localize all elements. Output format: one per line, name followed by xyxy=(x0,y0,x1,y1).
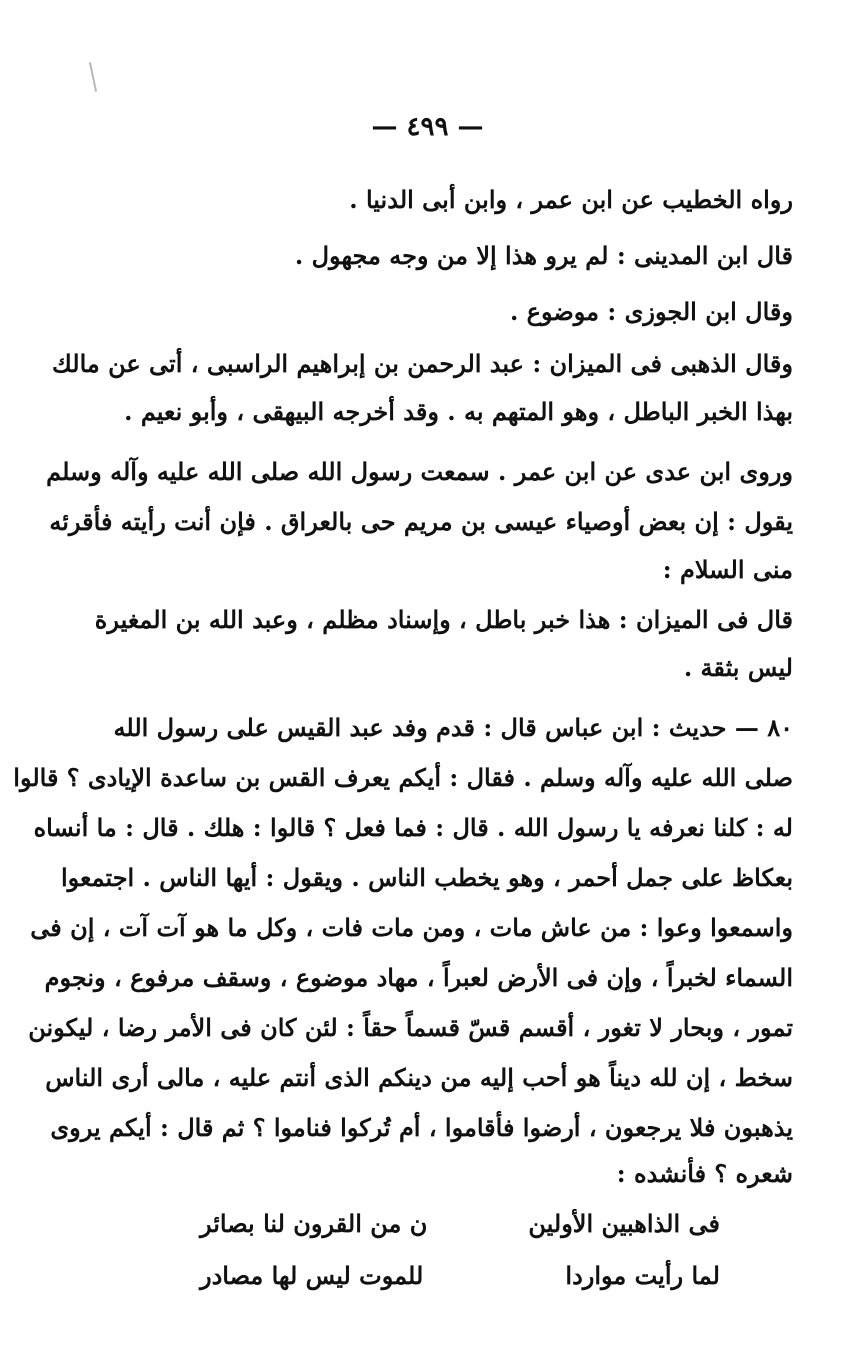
text-line: قال ابن المدينى : لم يرو هذا إلا من وجه مجهول . xyxy=(294,241,793,270)
body-text xyxy=(13,0,793,1368)
text-line: بعكاظ على جمل أحمر ، وهو يخطب الناس . ويقول : أيها الناس . اجتمعوا xyxy=(60,863,793,892)
text-line: واسمعوا وعوا : من عاش مات ، ومن مات فات ، وكل ما هو آت آت ، إن فى xyxy=(30,913,793,942)
poem-verse xyxy=(200,1256,720,1296)
text-line: السماء لخبراً ، وإن فى الأرض لعبراً ، مهاد موضوع ، وسقف مرفوع ، ونجوم xyxy=(44,963,793,992)
stray-mark xyxy=(89,62,97,92)
text-line: قال فى الميزان : هذا خبر باطل ، وإسناد مظلم ، وعبد الله بن المغيرة xyxy=(94,605,793,634)
page-number: — ٤٩٩ — xyxy=(371,112,484,142)
poem-first-hemistich: لما رأيت مواردا xyxy=(565,1261,720,1290)
poem-second-hemistich: ن من القرون لنا بصائر xyxy=(200,1209,428,1238)
text-line: ليس بثقة . xyxy=(683,653,793,682)
poem-second-hemistich: للموت ليس لها مصادر xyxy=(200,1261,424,1290)
poem-verse xyxy=(200,1204,720,1244)
text-line: بهذا الخبر الباطل ، وهو المتهم به . وقد أخرجه البيهقى ، وأبو نعيم . xyxy=(124,397,793,426)
text-line: شعره ؟ فأنشده : xyxy=(616,1159,793,1188)
text-line: له : كلنا نعرفه يا رسول الله . قال : فما فعل ؟ قالوا : هلك . قال : ما أنساه xyxy=(33,813,793,842)
text-line: وقال الذهبى فى الميزان : عبد الرحمن بن إبراهيم الراسبى ، أتى عن مالك xyxy=(52,349,793,378)
text-line: تمور ، وبحار لا تغور ، أقسم قسّ قسماً حقاً : لئن كان فى الأمر رضا ، ليكونن xyxy=(28,1013,793,1042)
text-line: صلى الله عليه وآله وسلم . فقال : أيكم يعرف القس بن ساعدة الإيادى ؟ قالوا xyxy=(13,763,793,792)
text-line: يذهبون فلا يرجعون ، أرضوا فأقاموا ، أم تُركوا فناموا ؟ ثم قال : أيكم يروى xyxy=(50,1113,793,1142)
text-line: منى السلام : xyxy=(662,555,793,584)
text-line: رواه الخطيب عن ابن عمر ، وابن أبى الدنيا . xyxy=(349,185,793,214)
text-line: سخط ، إن لله ديناً هو أحب إليه من دينكم الذى أنتم عليه ، مالى أرى الناس xyxy=(45,1063,793,1092)
text-line: يقول : إن بعض أوصياء عيسى بن مريم حى بالعراق . فإن أنت رأيته فأقرئه xyxy=(49,507,793,536)
text-line: وروى ابن عدى عن ابن عمر . سمعت رسول الله صلى الله عليه وآله وسلم xyxy=(46,457,793,486)
poem-first-hemistich: فى الذاهبين الأولين xyxy=(528,1209,720,1238)
text-line: وقال ابن الجوزى : موضوع . xyxy=(509,297,793,326)
hadith-heading-line: ٨٠ — حديث : ابن عباس قال : قدم وفد عبد القيس على رسول الله xyxy=(113,713,793,742)
